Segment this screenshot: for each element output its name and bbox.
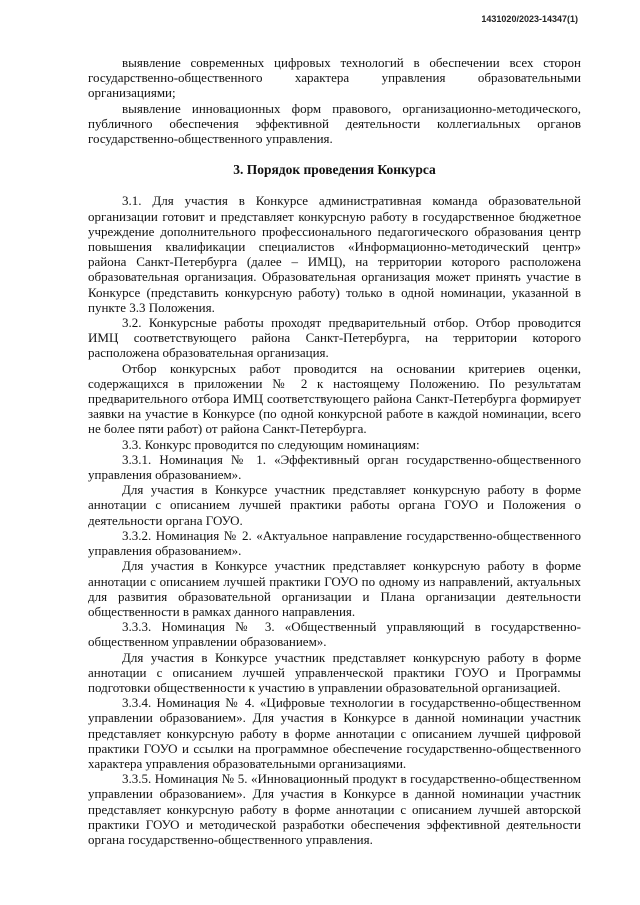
paragraph-3-3-3: 3.3.3. Номинация № 3. «Общественный управляющий в государственно-общественном управлении образованием». xyxy=(88,619,581,650)
paragraph-3-3-4: 3.3.4. Номинация № 4. «Цифровые технологии в государственно-общественном управлении образованием». Для участия в Конкурсе в данной номинации участник представляет конкурсную работу в форме аннотации с описанием лучшей цифровой практики ГОУО и ссылки на программное обеспечение государственно-общественного характера управления образовательными организациями. xyxy=(88,695,581,771)
paragraph-3-3-5: 3.3.5. Номинация № 5. «Инновационный продукт в государственно-общественном управлении образованием». Для участия в Конкурсе в данной номинации участник представляет конкурсную работу в форме аннотации с описанием лучшей авторской практики ГОУО и методической разработки обеспечения эффективной деятельности органа государственно-общественного управления. xyxy=(88,771,581,847)
document-body xyxy=(88,55,581,847)
paragraph-selection: Отбор конкурсных работ проводится на основании критериев оценки, содержащихся в приложении № 2 к настоящему Положению. По результатам предварительного отбора ИМЦ соответствующего района Санкт-Петербурга формирует заявки на участие в Конкурсе (по одной конкурсной работе в каждой номинации, всего не более пяти работ) от района Санкт-Петербурга. xyxy=(88,360,581,437)
document-id: 1431020/2023-14347(1) xyxy=(481,14,578,24)
intro-paragraph: выявление инновационных форм правового, организационно-методического, публичного обеспечения эффективной деятельности коллегиальных органов государственно-общественного управления. xyxy=(88,100,581,147)
paragraph-3-3: 3.3. Конкурс проводится по следующим номинациям: xyxy=(122,436,420,452)
intro-paragraph: выявление современных цифровых технологий в обеспечении всех сторон государственно-общественного характера управления образовательными организациями; xyxy=(88,55,581,101)
paragraph-3-1: 3.1. Для участия в Конкурсе административная команда образовательной организации готовит и представляет конкурсную работу в государственное бюджетное учреждение дополнительного профессионального педагогического образования центр повышения квалификации специалистов «Информационно-методический центр» района Санкт-Петербурга (далее – ИМЦ), на территории которого расположена образовательная организация. Образовательная организация может принять участие в Конкурсе (представить конкурсную работу) только в одной номинации, указанной в пункте 3.3 Положения. xyxy=(88,193,581,315)
paragraph-3-3-3-details: Для участия в Конкурсе участник представляет конкурсную работу в форме аннотации с описанием лучшей управленческой практики ГОУО и Программы подготовки общественности к участию в управлении образовательной организацией. xyxy=(88,649,581,695)
paragraph-3-3-1-details: Для участия в Конкурсе участник представляет конкурсную работу в форме аннотации с описанием лучшей практики работы органа ГОУО и Положения о деятельности органа ГОУО. xyxy=(88,482,581,528)
paragraph-3-3-1: 3.3.1. Номинация № 1. «Эффективный орган государственно-общественного управления образованием». xyxy=(88,451,581,483)
paragraph-3-3-2: 3.3.2. Номинация № 2. «Актуальное направление государственно-общественного управления образованием». xyxy=(88,527,581,559)
paragraph-3-3-2-details: Для участия в Конкурсе участник представляет конкурсную работу в форме аннотации с описанием лучшей практики ГОУО по одному из направлений, актуальных для развития образовательной организации и Плана организации деятельности общественности в рамках данного направления. xyxy=(88,558,581,619)
section-title: 3. Порядок проведения Конкурса xyxy=(233,162,436,178)
paragraph-3-2: 3.2. Конкурсные работы проходят предварительный отбор. Отбор проводится ИМЦ соответствующего района Санкт-Петербурга, на территории которого расположена образовательная организация. xyxy=(88,315,581,361)
